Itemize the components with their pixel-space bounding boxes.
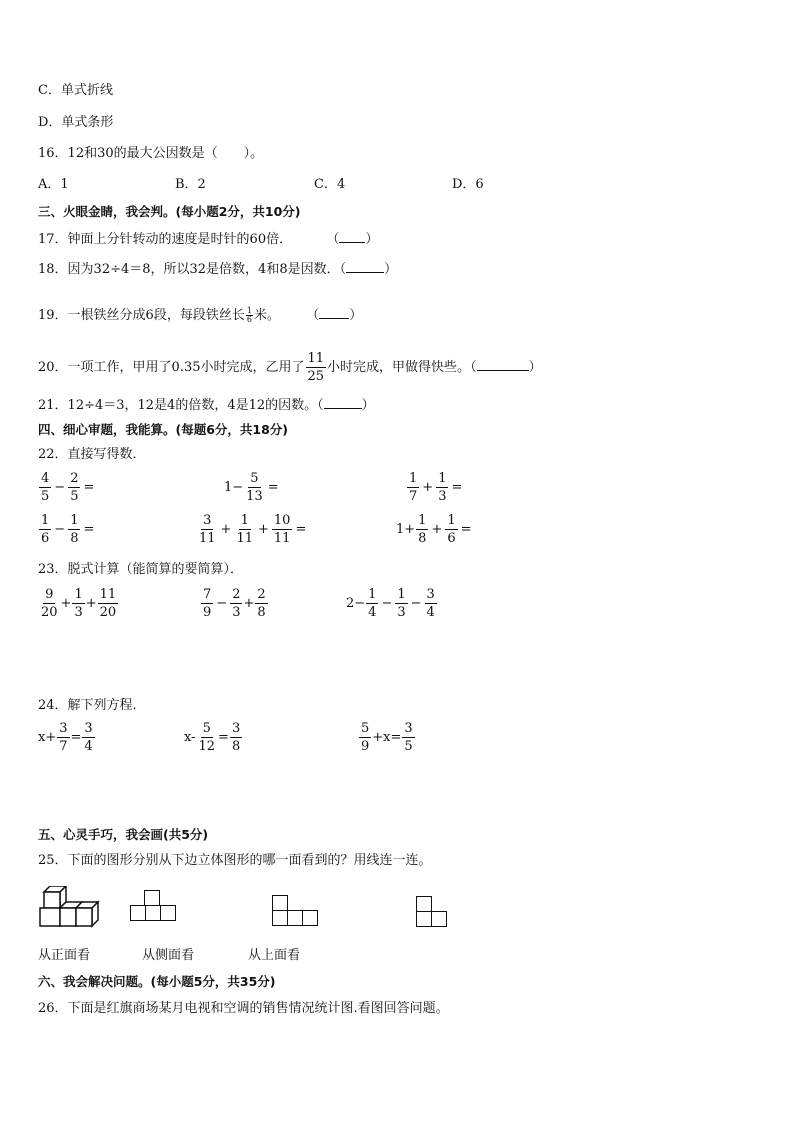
q19-stem-a: 19．一根铁丝分成6段，每段铁丝长 bbox=[38, 308, 245, 323]
q20-paren-open: （ bbox=[470, 360, 477, 375]
q18-paren-open: （ bbox=[339, 262, 347, 277]
label-top-view: 从上面看 bbox=[248, 948, 301, 963]
q20-stem-a: 20．一项工作，甲用了0.35小时完成，乙用了 bbox=[38, 360, 305, 375]
q22-expr-4: $\frac{1}{6}$ − $\frac{1}{8}$ = bbox=[41, 513, 95, 546]
q23-expr-3: 2− $\frac{1}{4}$ − $\frac{1}{3}$ − $\frac{3}{4}$ bbox=[346, 587, 435, 620]
q16-option-a: A．1 bbox=[38, 177, 69, 192]
q18-answer-blank[interactable] bbox=[346, 260, 384, 273]
q22-expr-1: $\frac{4}{5}$ − $\frac{2}{5}$ = bbox=[41, 471, 95, 504]
q24-equation-3: $\frac{5}{9}$ +x= $\frac{3}{5}$ bbox=[361, 721, 413, 754]
q22-expr-5: $\frac{3}{11}$ + $\frac{1}{11}$ + $\frac{10}{11}$ = bbox=[199, 513, 307, 546]
q20-answer-blank[interactable] bbox=[477, 358, 529, 371]
label-side-view: 从侧面看 bbox=[142, 948, 195, 963]
q20-paren-close: ） bbox=[528, 360, 542, 375]
q17-paren-close: ） bbox=[365, 232, 379, 247]
section-4-title: 四、细心审题，我能算。(每题6分，共18分) bbox=[38, 422, 289, 437]
label-front-view: 从正面看 bbox=[38, 948, 91, 963]
q21-paren-open: （ bbox=[317, 398, 324, 413]
q19-paren-close: ） bbox=[349, 308, 363, 323]
q17-stem: 17．钟面上分针转动的速度是时针的60倍． bbox=[38, 232, 293, 247]
q24-equation-1: x+ $\frac{3}{7}$ = $\frac{3}{4}$ bbox=[38, 721, 93, 754]
q16-option-c: C．4 bbox=[314, 177, 346, 192]
section-6-title: 六、我会解决问题。(每小题5分，共35分) bbox=[38, 974, 276, 989]
question-26: 26．下面是红旗商场某月电视和空调的销售情况统计图.看图回答问题。 bbox=[38, 1001, 449, 1016]
solid-figure-icon bbox=[38, 886, 104, 930]
q19-answer-blank[interactable] bbox=[319, 306, 349, 319]
q24-equation-2: x- $\frac{5}{12}$ = $\frac{3}{8}$ bbox=[184, 721, 241, 754]
question-25: 25．下面的图形分别从下边立体图形的哪一面看到的？用线连一连。 bbox=[38, 853, 432, 868]
q20-fraction: $\frac{11}{25}$ bbox=[307, 351, 325, 384]
option-d: D．单式条形 bbox=[38, 115, 114, 130]
question-24: 24．解下列方程． bbox=[38, 698, 146, 713]
q22-expr-2: 1− $\frac{5}{13}$ = bbox=[224, 471, 279, 504]
q16-option-b: B．2 bbox=[175, 177, 206, 192]
top-view-shape bbox=[416, 896, 450, 932]
q23-expr-2: $\frac{7}{9}$ − $\frac{2}{3}$ + $\frac{2}{8}$ bbox=[203, 587, 266, 620]
q21-stem: 21．12÷4＝3，12是4的倍数，4是12的因数。 bbox=[38, 398, 318, 413]
option-c: C．单式折线 bbox=[38, 83, 113, 98]
question-18 bbox=[38, 260, 397, 278]
q16-option-d: D．6 bbox=[452, 177, 484, 192]
question-23: 23．脱式计算（能简算的要简算）． bbox=[38, 562, 244, 577]
q21-paren-close: ） bbox=[361, 398, 375, 413]
question-22: 22．直接写得数． bbox=[38, 447, 146, 462]
side-view-shape bbox=[272, 895, 322, 931]
question-20 bbox=[38, 352, 542, 384]
question-17 bbox=[38, 230, 378, 248]
question-16: 16．12和30的最大公因数是（ ）。 bbox=[38, 146, 264, 161]
q22-expr-6: 1+ $\frac{1}{8}$ + $\frac{1}{6}$ = bbox=[396, 513, 472, 546]
question-19 bbox=[38, 306, 362, 325]
q22-expr-3: $\frac{1}{7}$ + $\frac{1}{3}$ = bbox=[409, 471, 463, 504]
question-21 bbox=[38, 396, 375, 414]
front-view-shape bbox=[130, 890, 180, 930]
q19-fraction: $\frac{1}{6}$ bbox=[246, 306, 252, 324]
q17-answer-blank[interactable] bbox=[339, 230, 365, 243]
q21-answer-blank[interactable] bbox=[324, 396, 362, 409]
q19-paren-open: （ bbox=[306, 308, 320, 323]
q19-stem-b: 米。 bbox=[253, 308, 280, 323]
q23-expr-1: $\frac{9}{20}$ + $\frac{1}{3}$ + $\frac{11}{20}$ bbox=[41, 587, 117, 620]
section-5-title: 五、心灵手巧，我会画(共5分) bbox=[38, 827, 209, 842]
section-3-title: 三、火眼金睛，我会判。(每小题2分，共10分) bbox=[38, 204, 301, 219]
q20-stem-b: 小时完成，甲做得快些。 bbox=[327, 360, 471, 375]
q17-paren-open: （ bbox=[326, 232, 340, 247]
q18-stem: 18．因为32÷4＝8，所以32是倍数，4和8是因数． bbox=[38, 262, 340, 277]
q18-paren-close: ） bbox=[384, 262, 398, 277]
